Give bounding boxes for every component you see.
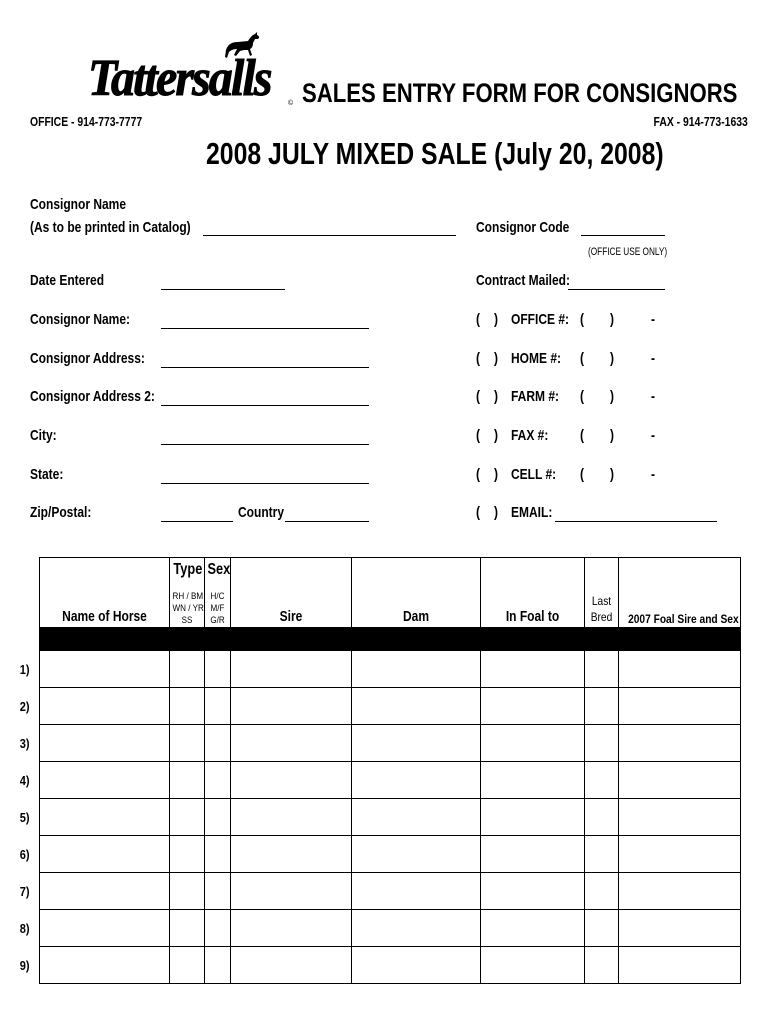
cell-2007-foal[interactable] xyxy=(618,947,740,984)
cell-last-bred[interactable] xyxy=(584,799,618,836)
cell-in-foal-to[interactable] xyxy=(480,910,584,947)
cell-name-of-horse[interactable] xyxy=(39,651,169,688)
cell-name-of-horse[interactable] xyxy=(39,910,169,947)
catalog-note-label: (As to be printed in Catalog) xyxy=(30,219,191,236)
cell-name-of-horse[interactable] xyxy=(39,725,169,762)
cell-sire[interactable] xyxy=(230,836,351,873)
home-area-close: ) xyxy=(610,350,614,367)
col-dam: Dam xyxy=(351,558,480,628)
cell-last-bred[interactable] xyxy=(584,947,618,984)
cell-sex[interactable] xyxy=(204,947,230,984)
table-row xyxy=(18,910,740,947)
cell-area-open: ( xyxy=(580,466,584,483)
col-type: Type RH / BM WN / YR SS xyxy=(169,558,204,628)
office-use-note: (OFFICE USE ONLY) xyxy=(588,246,668,258)
consignor-name-catalog-label: Consignor Name xyxy=(30,196,127,213)
home-phone-label: HOME #: xyxy=(511,350,562,367)
table-row xyxy=(18,799,740,836)
cell-2007-foal[interactable] xyxy=(618,873,740,910)
col-2007-foal: 2007 Foal Sire and Sex xyxy=(618,558,740,628)
cell-sex[interactable] xyxy=(204,651,230,688)
col-sire: Sire xyxy=(230,558,351,628)
cell-2007-foal[interactable] xyxy=(618,688,740,725)
cell-last-bred[interactable] xyxy=(584,910,618,947)
farm-area-open: ( xyxy=(580,388,584,405)
home-checkbox-open[interactable]: ( xyxy=(476,350,480,367)
logo-wordmark: Tattersalls xyxy=(88,50,271,107)
cell-sire[interactable] xyxy=(230,762,351,799)
state-label: State: xyxy=(30,466,64,483)
fax-dash: - xyxy=(651,427,655,444)
cell-dam[interactable] xyxy=(351,762,480,799)
table-row xyxy=(18,725,740,762)
office-phone: OFFICE - 914-773-7777 xyxy=(30,114,143,129)
home-area-open: ( xyxy=(580,350,584,367)
email-label: EMAIL: xyxy=(511,504,553,521)
table-row xyxy=(18,688,740,725)
cell-name-of-horse[interactable] xyxy=(39,799,169,836)
fax-checkbox-open[interactable]: ( xyxy=(476,427,480,444)
cell-in-foal-to[interactable] xyxy=(480,762,584,799)
horse-icon xyxy=(222,30,262,60)
cell-in-foal-to[interactable] xyxy=(480,873,584,910)
cell-sex[interactable] xyxy=(204,836,230,873)
fax-area-open: ( xyxy=(580,427,584,444)
consignor-name-field[interactable] xyxy=(161,328,369,329)
cell-in-foal-to[interactable] xyxy=(480,947,584,984)
cell-in-foal-to[interactable] xyxy=(480,725,584,762)
email-checkbox-close: ) xyxy=(494,504,498,521)
office-area-close: ) xyxy=(610,311,614,328)
cell-sex[interactable] xyxy=(204,873,230,910)
cell-sex[interactable] xyxy=(204,799,230,836)
cell-type[interactable] xyxy=(169,688,204,725)
date-entered-field[interactable] xyxy=(161,289,285,290)
city-field[interactable] xyxy=(161,444,369,445)
cell-name-of-horse[interactable] xyxy=(39,836,169,873)
office-area-open: ( xyxy=(580,311,584,328)
row-number-header xyxy=(18,558,39,628)
consignor-address-2-field[interactable] xyxy=(161,405,369,406)
cell-dam[interactable] xyxy=(351,873,480,910)
fax-phone-label: FAX #: xyxy=(511,427,549,444)
row-number: 5) xyxy=(19,809,30,825)
cell-sex[interactable] xyxy=(204,762,230,799)
table-row xyxy=(18,651,740,688)
consignor-address-field[interactable] xyxy=(161,367,369,368)
cell-2007-foal[interactable] xyxy=(618,910,740,947)
contract-mailed-label: Contract Mailed: xyxy=(476,272,571,289)
cell-type[interactable] xyxy=(169,799,204,836)
row-number: 7) xyxy=(19,883,30,899)
row-number: 9) xyxy=(19,957,30,973)
home-checkbox-close: ) xyxy=(494,350,498,367)
tattersalls-logo xyxy=(88,50,294,107)
home-dash: - xyxy=(651,350,655,367)
cell-sire[interactable] xyxy=(230,947,351,984)
farm-dash: - xyxy=(651,388,655,405)
cell-2007-foal[interactable] xyxy=(618,725,740,762)
zip-label: Zip/Postal: xyxy=(30,504,92,521)
cell-dam[interactable] xyxy=(351,836,480,873)
col-sex: Sex H/C M/F G/R xyxy=(204,558,230,628)
cell-type[interactable] xyxy=(169,947,204,984)
logo-copyright: © xyxy=(288,100,294,107)
cell-in-foal-to[interactable] xyxy=(480,799,584,836)
col-name-of-horse: Name of Horse xyxy=(39,558,169,628)
cell-2007-foal[interactable] xyxy=(618,651,740,688)
cell-type[interactable] xyxy=(169,725,204,762)
cell-sex[interactable] xyxy=(204,688,230,725)
cell-dam[interactable] xyxy=(351,947,480,984)
col-last-bred: Last Bred xyxy=(584,558,618,628)
farm-checkbox-close: ) xyxy=(494,388,498,405)
email-checkbox-open[interactable]: ( xyxy=(476,504,480,521)
cell-name-of-horse[interactable] xyxy=(39,947,169,984)
row-number: 6) xyxy=(19,846,30,862)
cell-sire[interactable] xyxy=(230,725,351,762)
cell-checkbox-close: ) xyxy=(494,466,498,483)
cell-in-foal-to[interactable] xyxy=(480,688,584,725)
city-label: City: xyxy=(30,427,57,444)
cell-2007-foal[interactable] xyxy=(618,799,740,836)
cell-last-bred[interactable] xyxy=(584,873,618,910)
consignor-address-label: Consignor Address: xyxy=(30,350,145,367)
country-field[interactable] xyxy=(285,521,369,522)
office-checkbox-close: ) xyxy=(494,311,498,328)
form-title: SALES ENTRY FORM FOR CONSIGNORS xyxy=(302,78,738,108)
fax-checkbox-close: ) xyxy=(494,427,498,444)
contract-mailed-field[interactable] xyxy=(568,289,665,290)
consignor-address-2-label: Consignor Address 2: xyxy=(30,388,155,405)
date-entered-label: Date Entered xyxy=(30,272,105,289)
cell-dam[interactable] xyxy=(351,688,480,725)
office-dash: - xyxy=(651,311,655,328)
cell-sire[interactable] xyxy=(230,873,351,910)
cell-last-bred[interactable] xyxy=(584,651,618,688)
cell-name-of-horse[interactable] xyxy=(39,762,169,799)
cell-name-of-horse[interactable] xyxy=(39,688,169,725)
cell-dam[interactable] xyxy=(351,725,480,762)
row-number: 8) xyxy=(19,920,30,936)
cell-type[interactable] xyxy=(169,836,204,873)
cell-phone-label: CELL #: xyxy=(511,466,557,483)
cell-checkbox-open[interactable]: ( xyxy=(476,466,480,483)
table-row xyxy=(18,873,740,910)
cell-type[interactable] xyxy=(169,910,204,947)
horse-entries-table xyxy=(18,557,740,981)
cell-sire[interactable] xyxy=(230,688,351,725)
state-field[interactable] xyxy=(161,483,369,484)
office-checkbox-open[interactable]: ( xyxy=(476,311,480,328)
sale-title: 2008 JULY MIXED SALE (July 20, 2008) xyxy=(206,136,664,171)
cell-in-foal-to[interactable] xyxy=(480,651,584,688)
cell-2007-foal[interactable] xyxy=(618,762,740,799)
consignor-name-label: Consignor Name: xyxy=(30,311,131,328)
cell-area-close: ) xyxy=(610,466,614,483)
cell-last-bred[interactable] xyxy=(584,836,618,873)
consignor-code-label: Consignor Code xyxy=(476,219,570,236)
fax-phone: FAX - 914-773-1633 xyxy=(653,114,748,129)
office-phone-label: OFFICE #: xyxy=(511,311,570,328)
row-number: 2) xyxy=(19,698,30,714)
cell-sire[interactable] xyxy=(230,799,351,836)
farm-area-close: ) xyxy=(610,388,614,405)
cell-sire[interactable] xyxy=(230,910,351,947)
cell-type[interactable] xyxy=(169,873,204,910)
cell-in-foal-to[interactable] xyxy=(480,836,584,873)
cell-dam[interactable] xyxy=(351,799,480,836)
table-row xyxy=(18,836,740,873)
row-number: 1) xyxy=(19,661,30,677)
cell-last-bred[interactable] xyxy=(584,688,618,725)
table-row xyxy=(18,762,740,799)
cell-sex[interactable] xyxy=(204,725,230,762)
cell-last-bred[interactable] xyxy=(584,725,618,762)
cell-type[interactable] xyxy=(169,651,204,688)
cell-dash: - xyxy=(651,466,655,483)
email-field[interactable] xyxy=(555,521,717,522)
farm-phone-label: FARM #: xyxy=(511,388,559,405)
cell-dam[interactable] xyxy=(351,651,480,688)
row-number: 3) xyxy=(19,735,30,751)
zip-field[interactable] xyxy=(161,521,233,522)
cell-2007-foal[interactable] xyxy=(618,836,740,873)
country-label: Country xyxy=(238,504,284,521)
cell-type[interactable] xyxy=(169,762,204,799)
consignor-code-field[interactable] xyxy=(581,235,665,236)
table-row xyxy=(18,947,740,984)
row-number: 4) xyxy=(19,772,30,788)
cell-sire[interactable] xyxy=(230,651,351,688)
cell-last-bred[interactable] xyxy=(584,762,618,799)
col-in-foal-to: In Foal to xyxy=(480,558,584,628)
cell-sex[interactable] xyxy=(204,910,230,947)
consignor-catalog-name-field[interactable] xyxy=(203,235,456,236)
cell-name-of-horse[interactable] xyxy=(39,873,169,910)
fax-area-close: ) xyxy=(610,427,614,444)
header-black-bar xyxy=(18,628,740,651)
farm-checkbox-open[interactable]: ( xyxy=(476,388,480,405)
cell-dam[interactable] xyxy=(351,910,480,947)
